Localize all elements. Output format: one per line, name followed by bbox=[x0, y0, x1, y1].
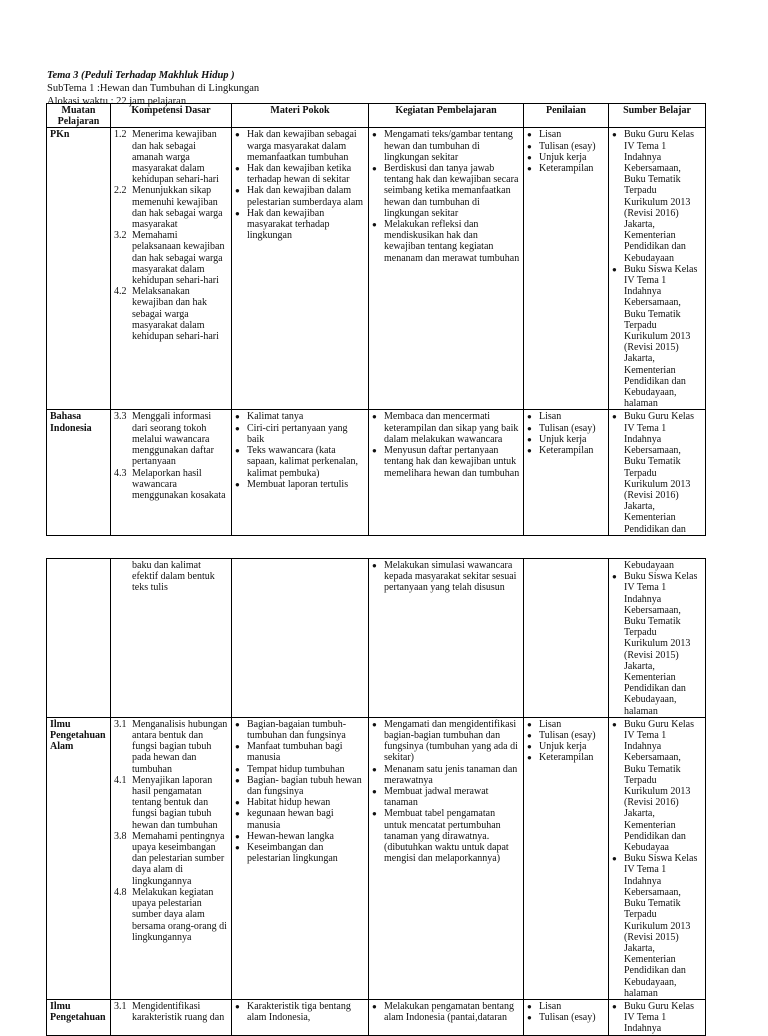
materi-item bbox=[235, 185, 365, 207]
sumber-text: Buku Guru Kelas IV Tema 1 Indahnya bbox=[624, 1000, 694, 1035]
bullet-icon: ● bbox=[372, 220, 377, 230]
penilaian-item bbox=[527, 141, 605, 152]
sumber-text: Buku Siswa Kelas IV Tema 1 Indahnya Kebersamaan, Buku Tematik Terpadu Kurikulum 2013 (Revisi 2015) Jakarta, Kementerian Pendidikan dan Kebudayaan, halaman bbox=[624, 571, 698, 717]
kd-number: 4.3 bbox=[114, 467, 127, 479]
tema-title: Tema 3 (Peduli Terhadap Makhluk Hidup ) bbox=[47, 70, 235, 81]
kegiatan-text: Membuat tabel pengamatan untuk mencatat pertumbuhan tanaman yang dirawatnya. (dibutuhkan waktu untuk dapat mengisi dan melaporkannya) bbox=[384, 808, 509, 865]
sumber-list bbox=[612, 560, 702, 717]
sumber-text: Buku Siswa Kelas IV Tema 1 Indahnya Kebersamaan, Buku Tematik Terpadu Kurikulum 2013 (Revisi 2015) Jakarta, Kementerian Pendidikan dan Kebudayaan, halaman bbox=[624, 853, 698, 999]
bullet-icon: ● bbox=[372, 1001, 377, 1011]
bullet-icon: ● bbox=[527, 434, 532, 444]
kegiatan-cell bbox=[369, 559, 524, 718]
table-row bbox=[47, 559, 706, 718]
table-row bbox=[47, 717, 706, 999]
col-header-kompetensi: Kompetensi Dasar bbox=[111, 104, 232, 128]
materi-item bbox=[235, 808, 365, 830]
materi-text: Hak dan kewajiban dalam pelestarian sumberdaya alam bbox=[247, 185, 364, 208]
penilaian-item bbox=[527, 1001, 605, 1012]
bullet-icon: ● bbox=[235, 831, 240, 841]
kd-text: Melaksanakan kewajiban dan hak sebagai warga masyarakat dalam kehidupan sehari-hari bbox=[132, 286, 219, 343]
materi-item bbox=[235, 775, 365, 797]
syllabus-table-page-1 bbox=[46, 103, 706, 536]
kd-item bbox=[114, 719, 228, 775]
materi-cell bbox=[232, 999, 369, 1035]
materi-text: Ciri-ciri pertanyaan yang baik bbox=[247, 422, 348, 445]
kompetensi-cell bbox=[111, 410, 232, 535]
materi-text: Hak dan kewajiban sebagai warga masyarakat dalam memanfaatkan tumbuhan bbox=[247, 129, 357, 163]
penilaian-text: Lisan bbox=[539, 129, 562, 141]
bullet-icon: ● bbox=[612, 264, 617, 274]
kegiatan-text: Mengamati dan mengidentifikasi bagian-bagian tumbuhan dan fungsinya (tumbuhan yang ada di sekitar) bbox=[384, 718, 518, 764]
penilaian-item bbox=[527, 445, 605, 456]
materi-item bbox=[235, 423, 365, 445]
bullet-icon: ● bbox=[235, 186, 240, 196]
penilaian-text: Unjuk kerja bbox=[539, 151, 587, 163]
materi-item bbox=[235, 741, 365, 763]
kegiatan-item bbox=[372, 219, 520, 264]
penilaian-text: Lisan bbox=[539, 718, 562, 730]
penilaian-text: Keterampilan bbox=[539, 163, 594, 175]
bullet-icon: ● bbox=[235, 742, 240, 752]
kd-item bbox=[114, 887, 228, 943]
materi-item bbox=[235, 411, 365, 422]
kd-text: Menyajikan laporan hasil pengamatan tentang bentuk dan fungsi bagian tubuh hewan dan tumbuhan bbox=[132, 774, 218, 831]
col-header-muatan: Muatan Pelajaran bbox=[47, 104, 111, 128]
materi-text: Membuat laporan tertulis bbox=[247, 478, 349, 490]
sumber-item-continued bbox=[612, 560, 702, 571]
kd-list bbox=[114, 129, 228, 342]
bullet-icon: ● bbox=[235, 479, 240, 489]
materi-cell bbox=[232, 128, 369, 410]
bullet-icon: ● bbox=[235, 843, 240, 853]
kd-number: 3.1 bbox=[114, 1000, 127, 1012]
kegiatan-cell bbox=[369, 999, 524, 1035]
bullet-icon: ● bbox=[372, 412, 377, 422]
kd-text: Mengidentifikasi karakteristik ruang dan bbox=[132, 1000, 225, 1024]
sumber-item bbox=[612, 1001, 702, 1035]
sumber-item bbox=[612, 571, 702, 717]
col-header-penilaian: Penilaian bbox=[524, 104, 609, 128]
bullet-icon: ● bbox=[235, 164, 240, 174]
table-row bbox=[47, 128, 706, 410]
bullet-icon: ● bbox=[527, 1001, 532, 1011]
penilaian-list bbox=[527, 719, 605, 764]
materi-text: Teks wawancara (kata sapaan, kalimat perkenalan, kalimat pembuka) bbox=[247, 445, 359, 479]
col-header-sumber: Sumber Belajar bbox=[609, 104, 706, 128]
penilaian-text: Unjuk kerja bbox=[539, 741, 587, 753]
bullet-icon: ● bbox=[527, 130, 532, 140]
materi-cell bbox=[232, 717, 369, 999]
bullet-icon: ● bbox=[527, 423, 532, 433]
bullet-icon: ● bbox=[235, 130, 240, 140]
bullet-icon: ● bbox=[235, 423, 240, 433]
kegiatan-list bbox=[372, 129, 520, 263]
materi-item bbox=[235, 1001, 365, 1023]
sumber-cell bbox=[609, 717, 706, 999]
kegiatan-item bbox=[372, 163, 520, 219]
kd-number: 3.8 bbox=[114, 830, 127, 842]
table-row bbox=[47, 999, 706, 1035]
kd-number: 1.2 bbox=[114, 129, 127, 141]
bullet-icon: ● bbox=[612, 1001, 617, 1011]
penilaian-list bbox=[527, 411, 605, 456]
bullet-icon: ● bbox=[527, 152, 532, 162]
kd-text: Melaporkan hasil wawancara menggunakan kosakata bbox=[132, 467, 226, 501]
sumber-list bbox=[612, 129, 702, 409]
bullet-icon: ● bbox=[612, 130, 617, 140]
penilaian-item bbox=[527, 730, 605, 741]
materi-text: Kalimat tanya bbox=[247, 411, 304, 423]
kd-text: Menggali informasi dari seorang tokoh melalui wawancara menggunakan daftar pertanyaan bbox=[132, 411, 214, 468]
penilaian-text: Keterampilan bbox=[539, 445, 594, 457]
kd-item bbox=[114, 230, 228, 286]
kd-item bbox=[114, 129, 228, 185]
sumber-cell bbox=[609, 559, 706, 718]
penilaian-item bbox=[527, 411, 605, 422]
penilaian-item bbox=[527, 752, 605, 763]
sumber-item bbox=[612, 129, 702, 263]
kegiatan-text: Menanam satu jenis tanaman dan merawatnya bbox=[384, 763, 518, 786]
materi-list bbox=[235, 129, 365, 241]
subject-cell bbox=[47, 559, 111, 718]
bullet-icon: ● bbox=[612, 572, 617, 582]
kegiatan-list bbox=[372, 411, 520, 478]
materi-cell bbox=[232, 559, 369, 718]
kegiatan-list bbox=[372, 719, 520, 865]
penilaian-text: Unjuk kerja bbox=[539, 433, 587, 445]
penilaian-item bbox=[527, 163, 605, 174]
bullet-icon: ● bbox=[372, 164, 377, 174]
kd-text: Memahami pelaksanaan kewajiban dan hak sebagai warga masyarakat dalam kehidupan sehari-hari bbox=[132, 230, 225, 287]
sumber-cell bbox=[609, 410, 706, 535]
materi-cell bbox=[232, 410, 369, 535]
penilaian-item bbox=[527, 741, 605, 752]
kegiatan-cell bbox=[369, 128, 524, 410]
kd-text: Menerima kewajiban dan hak sebagai amanah warga masyarakat dalam kehidupan sehari-hari bbox=[132, 129, 219, 186]
kegiatan-text: Membaca dan mencermati keterampilan dan sikap yang baik dalam melakukan wawancara bbox=[384, 411, 519, 445]
materi-item bbox=[235, 479, 365, 490]
materi-text: Bagian-bagaian tumbuh-tumbuhan dan fungsinya bbox=[247, 718, 347, 742]
materi-list bbox=[235, 1001, 365, 1023]
penilaian-list bbox=[527, 1001, 605, 1023]
materi-text: kegunaan hewan bagi manusia bbox=[247, 808, 334, 831]
subject-cell: Ilmu Pengetahuan bbox=[47, 999, 111, 1035]
materi-text: Bagian- bagian tubuh hewan dan fungsinya bbox=[247, 774, 362, 798]
bullet-icon: ● bbox=[527, 753, 532, 763]
penilaian-item bbox=[527, 129, 605, 140]
penilaian-text: Tulisan (esay) bbox=[539, 140, 596, 152]
penilaian-cell bbox=[524, 128, 609, 410]
sumber-item bbox=[612, 411, 702, 534]
kd-item bbox=[114, 468, 228, 502]
bullet-icon: ● bbox=[235, 208, 240, 218]
kegiatan-item bbox=[372, 719, 520, 764]
kd-item-continued bbox=[114, 560, 228, 594]
bullet-icon: ● bbox=[527, 141, 532, 151]
sumber-text: Buku Siswa Kelas IV Tema 1 Indahnya Kebersamaan, Buku Tematik Terpadu Kurikulum 2013 (Revisi 2015) Jakarta, Kementerian Pendidikan dan Kebudayaan, halaman bbox=[624, 263, 698, 410]
kegiatan-item bbox=[372, 411, 520, 445]
materi-text: Hak dan kewajiban ketika terhadap hewan di sekitar bbox=[247, 163, 352, 186]
sumber-list bbox=[612, 411, 702, 534]
materi-item bbox=[235, 445, 365, 479]
bullet-icon: ● bbox=[527, 731, 532, 741]
materi-list bbox=[235, 719, 365, 865]
bullet-icon: ● bbox=[527, 742, 532, 752]
materi-item bbox=[235, 208, 365, 242]
subject-cell: Bahasa Indonesia bbox=[47, 410, 111, 535]
kegiatan-text: Melakukan refleksi dan mendiskusikan hak dan kewajiban tentang kegiatan menanam dan merawat tumbuhan bbox=[384, 219, 520, 264]
kegiatan-item bbox=[372, 1001, 520, 1023]
bullet-icon: ● bbox=[612, 854, 617, 864]
materi-text: Manfaat tumbuhan bagi manusia bbox=[247, 741, 343, 764]
kd-number: 2.2 bbox=[114, 185, 127, 197]
kompetensi-cell bbox=[111, 717, 232, 999]
kegiatan-item bbox=[372, 764, 520, 786]
kegiatan-list bbox=[372, 1001, 520, 1023]
kd-text: baku dan kalimat efektif dalam bentuk teks tulis bbox=[132, 560, 215, 594]
bullet-icon: ● bbox=[372, 719, 377, 729]
bullet-icon: ● bbox=[372, 446, 377, 456]
penilaian-cell bbox=[524, 717, 609, 999]
penilaian-item bbox=[527, 1012, 605, 1023]
sumber-cell bbox=[609, 128, 706, 410]
kegiatan-text: Melakukan pengamatan bentang alam Indonesia (pantai,dataran bbox=[384, 1000, 514, 1024]
bullet-icon: ● bbox=[612, 719, 617, 729]
kegiatan-list bbox=[372, 560, 520, 594]
penilaian-text: Lisan bbox=[539, 1000, 562, 1012]
penilaian-text: Lisan bbox=[539, 411, 562, 423]
kd-number: 4.8 bbox=[114, 886, 127, 898]
kompetensi-cell bbox=[111, 559, 232, 718]
syllabus-table-page-2 bbox=[46, 558, 706, 1036]
col-header-kegiatan: Kegiatan Pembelajaran bbox=[369, 104, 524, 128]
bullet-icon: ● bbox=[527, 412, 532, 422]
bullet-icon: ● bbox=[372, 764, 377, 774]
kegiatan-text: Melakukan simulasi wawancara kepada masyarakat sekitar sesuai pertanyaan yang telah disusun bbox=[384, 560, 517, 594]
kd-item bbox=[114, 411, 228, 467]
bullet-icon: ● bbox=[235, 446, 240, 456]
kd-item bbox=[114, 831, 228, 887]
sumber-text: Buku Guru Kelas IV Tema 1 Indahnya Kebersamaan, Buku Tematik Terpadu Kurikulum 2013 (Revisi 2016) Jakarta, Kementerian Pendidikan dan Kebudayaa bbox=[624, 718, 694, 854]
bullet-icon: ● bbox=[372, 130, 377, 140]
kegiatan-item bbox=[372, 560, 520, 594]
kd-text: Menunjukkan sikap memenuhi kewajiban dan hak sebagai warga masyarakat bbox=[132, 185, 223, 231]
penilaian-item bbox=[527, 423, 605, 434]
penilaian-list bbox=[527, 129, 605, 174]
subject-cell: PKn bbox=[47, 128, 111, 410]
kd-list bbox=[114, 719, 228, 943]
materi-text: Keseimbangan dan pelestarian lingkungan bbox=[247, 842, 338, 865]
materi-item bbox=[235, 842, 365, 864]
kegiatan-item bbox=[372, 786, 520, 808]
bullet-icon: ● bbox=[235, 809, 240, 819]
alokasi-waktu: Alokasi waktu : 22 jam pelajaran bbox=[47, 96, 187, 107]
sumber-item bbox=[612, 853, 702, 999]
kd-list bbox=[114, 560, 228, 594]
penilaian-cell bbox=[524, 410, 609, 535]
sumber-cell bbox=[609, 999, 706, 1035]
materi-item bbox=[235, 163, 365, 185]
kegiatan-item bbox=[372, 445, 520, 479]
kegiatan-item bbox=[372, 808, 520, 864]
table-row bbox=[47, 410, 706, 535]
sumber-text: Buku Guru Kelas IV Tema 1 Indahnya Kebersamaan, Buku Tematik Terpadu Kurikulum 2013 (Revisi 2016) Jakarta, Kementerian Pendidikan dan Kebudayaan bbox=[624, 129, 694, 264]
penilaian-text: Tulisan (esay) bbox=[539, 422, 596, 434]
kegiatan-cell bbox=[369, 717, 524, 999]
materi-text: Hak dan kewajiban masyarakat terhadap lingkungan bbox=[247, 207, 330, 242]
sumber-list bbox=[612, 1001, 702, 1035]
materi-text: Karakteristik tiga bentang alam Indonesia, bbox=[247, 1000, 351, 1024]
sumber-item bbox=[612, 264, 702, 410]
bullet-icon: ● bbox=[235, 764, 240, 774]
penilaian-item bbox=[527, 719, 605, 730]
kd-number: 3.2 bbox=[114, 230, 127, 242]
kd-number: 4.1 bbox=[114, 774, 127, 786]
bullet-icon: ● bbox=[235, 412, 240, 422]
kegiatan-cell bbox=[369, 410, 524, 535]
materi-list bbox=[235, 411, 365, 489]
sumber-item bbox=[612, 719, 702, 853]
bullet-icon: ● bbox=[235, 775, 240, 785]
bullet-icon: ● bbox=[372, 561, 377, 570]
subject-cell: Ilmu Pengetahuan Alam bbox=[47, 717, 111, 999]
penilaian-text: Tulisan (esay) bbox=[539, 730, 596, 742]
kd-text: Menganalisis hubungan antara bentuk dan fungsi bagian tubuh pada hewan dan tumbuhan bbox=[132, 718, 228, 775]
kegiatan-text: Mengamati teks/gambar tentang hewan dan tumbuhan di lingkungan sekitar bbox=[384, 129, 513, 163]
kd-number: 3.3 bbox=[114, 411, 127, 423]
bullet-icon: ● bbox=[235, 1001, 240, 1011]
materi-item bbox=[235, 764, 365, 775]
penilaian-text: Keterampilan bbox=[539, 752, 594, 764]
kd-number: 3.1 bbox=[114, 718, 127, 730]
kd-number: 4.2 bbox=[114, 286, 127, 298]
subtema-line: SubTema 1 :Hewan dan Tumbuhan di Lingkungan bbox=[47, 83, 260, 94]
kegiatan-text: Berdiskusi dan tanya jawab tentang hak dan kewajiban secara seimbang ketika memanfaatkan hewan dan tumbuhan di lingkungan sekitar bbox=[384, 163, 519, 219]
bullet-icon: ● bbox=[527, 446, 532, 456]
kegiatan-text: Menyusun daftar pertanyaan tentang hak dan kewajiban untuk memelihara hewan dan tumbuhan bbox=[384, 445, 520, 479]
kompetensi-cell bbox=[111, 999, 232, 1035]
materi-text: Hewan-hewan langka bbox=[247, 830, 334, 842]
bullet-icon: ● bbox=[612, 412, 617, 422]
bullet-icon: ● bbox=[372, 809, 377, 819]
materi-item bbox=[235, 797, 365, 808]
kegiatan-text: Membuat jadwal merawat tanaman bbox=[384, 786, 489, 809]
sumber-text: Buku Guru Kelas IV Tema 1 Indahnya Kebersamaan, Buku Tematik Terpadu Kurikulum 2013 (Revisi 2016) Jakarta, Kementerian Pendidikan dan bbox=[624, 411, 694, 535]
penilaian-cell bbox=[524, 999, 609, 1035]
bullet-icon: ● bbox=[235, 798, 240, 808]
kompetensi-cell bbox=[111, 128, 232, 410]
penilaian-text: Tulisan (esay) bbox=[539, 1012, 596, 1024]
col-header-materi: Materi Pokok bbox=[232, 104, 369, 128]
kd-text: Memahami pentingnya upaya keseimbangan dan pelestarian sumber daya alam di lingkungannya bbox=[132, 830, 225, 887]
sumber-text: Kebudayaan bbox=[624, 560, 674, 571]
bullet-icon: ● bbox=[527, 719, 532, 729]
materi-item bbox=[235, 831, 365, 842]
sumber-list bbox=[612, 719, 702, 999]
bullet-icon: ● bbox=[372, 787, 377, 797]
kd-list bbox=[114, 1001, 228, 1023]
bullet-icon: ● bbox=[527, 164, 532, 174]
kd-text: Melakukan kegiatan upaya pelestarian sumber daya alam bersama orang-orang di lingkungannya bbox=[132, 886, 227, 943]
bullet-icon: ● bbox=[527, 1013, 532, 1023]
penilaian-cell bbox=[524, 559, 609, 718]
materi-item bbox=[235, 719, 365, 741]
kd-item bbox=[114, 185, 228, 230]
materi-text: Tempat hidup tumbuhan bbox=[247, 763, 345, 775]
kd-item bbox=[114, 775, 228, 831]
kd-item bbox=[114, 1001, 228, 1023]
materi-text: Habitat hidup hewan bbox=[247, 797, 331, 809]
penilaian-item bbox=[527, 152, 605, 163]
kd-list bbox=[114, 411, 228, 501]
materi-item bbox=[235, 129, 365, 163]
bullet-icon: ● bbox=[235, 719, 240, 729]
kd-item bbox=[114, 286, 228, 342]
penilaian-item bbox=[527, 434, 605, 445]
kegiatan-item bbox=[372, 129, 520, 163]
